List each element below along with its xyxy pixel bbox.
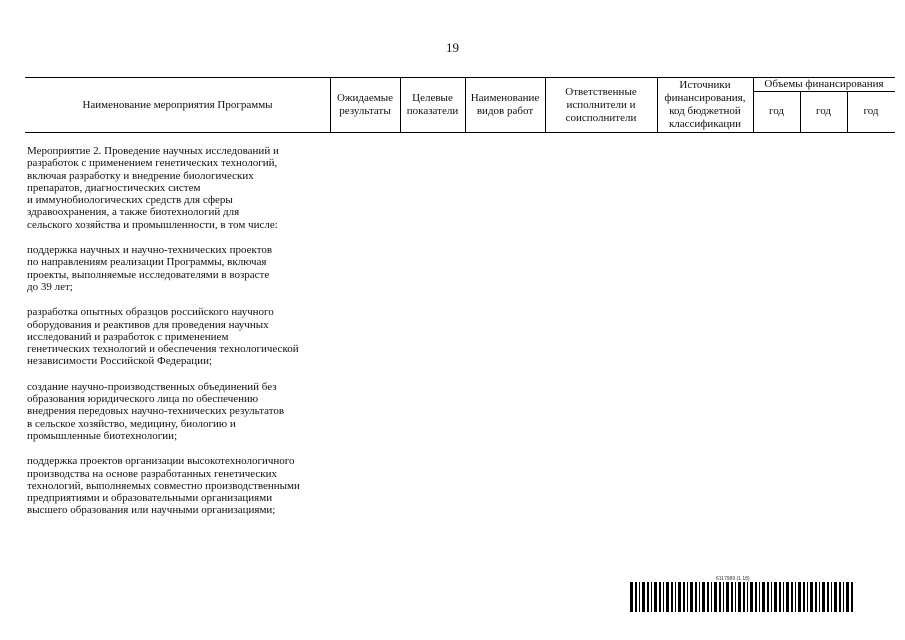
header-target-indicators: Целевые показатели bbox=[406, 92, 459, 117]
column-divider bbox=[400, 78, 401, 132]
column-divider bbox=[847, 91, 848, 132]
column-divider bbox=[657, 78, 658, 132]
header-year-1: год bbox=[768, 105, 785, 117]
header-funding-volumes: Объемы финансирования bbox=[764, 78, 884, 90]
header-year-3: год bbox=[863, 105, 879, 117]
activity-item: поддержка научных и научно-технических проектов по направлениям реализации Программы, включая проекты, выполняемые исследователями в возрасте до 39 лет; bbox=[27, 244, 273, 293]
activity-item: разработка опытных образцов российского научного оборудования и реактивов для проведения научных исследований и разработок с применением генетических технологий и обеспечения технологической независимости Российской Федерации; bbox=[27, 306, 299, 368]
column-divider bbox=[330, 78, 331, 132]
column-divider bbox=[753, 78, 754, 132]
activity-item: создание научно-производственных объединений без образования юридического лица по обеспечению внедрения передовых научно-технических результатов в сельское хозяйство, медицину, биологию и промышленные биотехнологии; bbox=[27, 380, 285, 442]
activity-description bbox=[27, 145, 327, 530]
header-year-2: год bbox=[815, 105, 832, 117]
barcode-icon bbox=[630, 582, 855, 612]
header-work-types: Наименование видов работ bbox=[470, 92, 540, 117]
activity-item: поддержка проектов организации высокотехнологичного производства на основе разработанных генетических технологий, выполняемых совместно производственными предприятиями и образовательными организациями высшего образования или научными организациями; bbox=[27, 455, 300, 517]
page-number: 19 bbox=[446, 40, 459, 55]
header-funding-sources: Источники финансирования, код бюджетной классификации bbox=[664, 79, 746, 130]
activity-title: Мероприятие 2. Проведение научных исследований и разработок с применением генетических технологий, включая разработку и внедрение биологических препаратов, диагностических систем и иммунобиологических средств для сферы здравоохранения, а также биотехнологий для сельского хозяйства и промышленности, в том числе: bbox=[27, 145, 279, 231]
barcode-id: 6117989 (1.18) bbox=[716, 576, 750, 582]
table-header bbox=[25, 77, 895, 133]
row-divider bbox=[753, 91, 895, 92]
header-program-activity: Наименование мероприятия Программы bbox=[82, 98, 273, 111]
header-responsible: Ответственные исполнители и соисполнители bbox=[565, 85, 637, 124]
header-expected-results: Ожидаемые результаты bbox=[336, 92, 394, 117]
column-divider bbox=[800, 91, 801, 132]
column-divider bbox=[545, 78, 546, 132]
column-divider bbox=[465, 78, 466, 132]
